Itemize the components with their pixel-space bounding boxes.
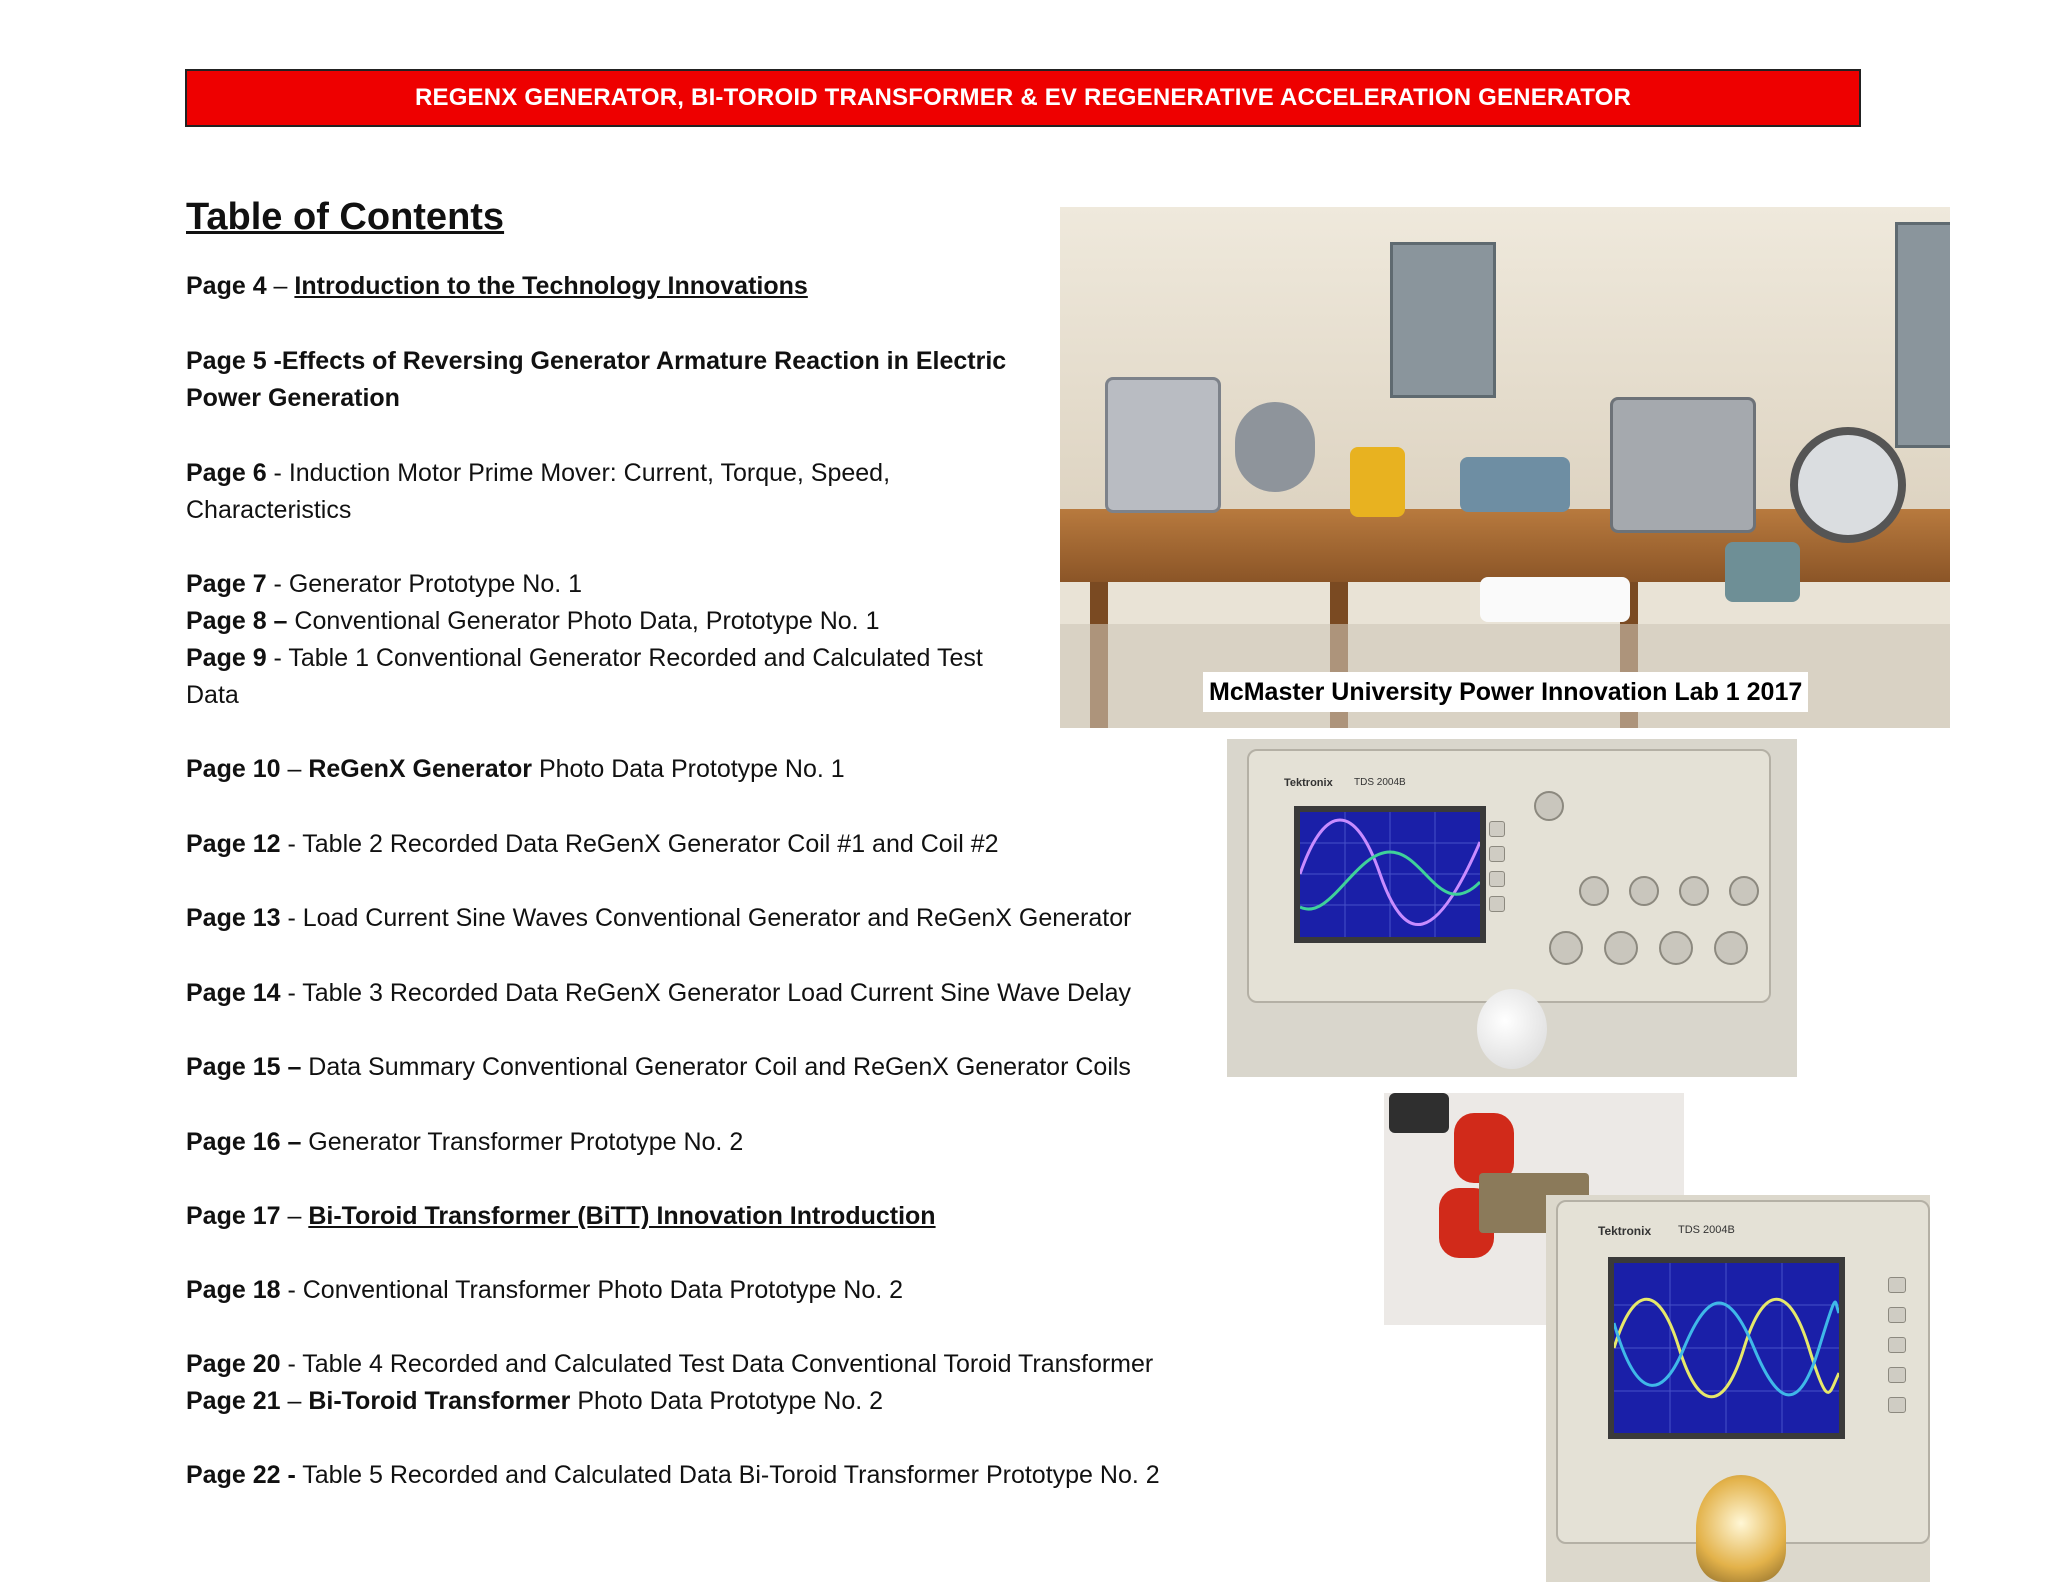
page-number: Page 12 [186, 830, 281, 858]
lab-photo [1060, 207, 1950, 728]
entry-bold: Bi-Toroid Transformer [308, 1387, 571, 1415]
electrical-panel [1895, 222, 1950, 448]
menu-button[interactable] [1489, 871, 1505, 887]
banner-title: REGENX GENERATOR, BI-TOROID TRANSFORMER & EV REGENERATIVE ACCELERATION GENERATOR [414, 84, 1632, 111]
menu-button[interactable] [1888, 1337, 1906, 1353]
entry-bold: ReGenX Generator [308, 755, 532, 783]
toc-entry[interactable] [186, 343, 1006, 417]
toc-entry[interactable] [186, 1272, 903, 1309]
entry-text: Photo Data Prototype No. 2 [570, 1387, 884, 1415]
control-knob[interactable] [1659, 931, 1693, 965]
entry-text: Data [186, 681, 239, 709]
page-number: Page 16 – [186, 1128, 302, 1156]
scope-brand: Tektronix [1284, 777, 1333, 789]
transformer-prototype [1610, 397, 1756, 533]
toc-entry[interactable] [186, 455, 890, 529]
toc-entry[interactable] [186, 900, 1131, 937]
toc-entry[interactable] [186, 603, 879, 640]
toc-entry[interactable] [186, 1124, 743, 1161]
page-number: Page 6 [186, 459, 267, 487]
oscilloscope-screen [1294, 806, 1486, 943]
page-number: Page 15 – [186, 1053, 302, 1081]
instrument [1460, 457, 1570, 512]
control-knob[interactable] [1729, 876, 1759, 906]
page-number: Page 13 [186, 904, 281, 932]
control-knob[interactable] [1579, 876, 1609, 906]
toc-entry[interactable] [186, 1457, 1160, 1494]
menu-button[interactable] [1888, 1397, 1906, 1413]
page-number: Page 5 - [186, 347, 282, 375]
toc-entry[interactable] [186, 826, 999, 863]
waveform-display [1300, 812, 1480, 937]
entry-text: Photo Data Prototype No. 1 [532, 755, 845, 783]
scope-probe [1389, 1093, 1449, 1133]
multimeter [1350, 447, 1405, 517]
control-knob[interactable] [1549, 931, 1583, 965]
light-bulb [1696, 1475, 1786, 1582]
control-knob[interactable] [1604, 931, 1638, 965]
toc-link[interactable]: Introduction to the Technology Innovations [294, 272, 808, 300]
entry-text: Data Summary Conventional Generator Coil and ReGenX Generator Coils [301, 1053, 1131, 1081]
toc-entry[interactable]: Page 17 – Bi-Toroid Transformer (BiTT) Innovation Introduction [186, 1202, 936, 1230]
page-number: Page 20 [186, 1350, 281, 1378]
generator-prototype [1105, 377, 1221, 513]
entry-text: - Load Current Sine Waves Conventional Generator and ReGenX Generator [280, 904, 1132, 932]
menu-button[interactable] [1489, 846, 1505, 862]
motor [1235, 402, 1315, 492]
toc-entry[interactable] [186, 1346, 1153, 1383]
entry-text: Effects of Reversing Generator Armature Reaction in Electric [281, 347, 1007, 375]
entry-text: - Table 2 Recorded Data ReGenX Generator Coil #1 and Coil #2 [280, 830, 999, 858]
control-knob[interactable] [1679, 876, 1709, 906]
control-knob[interactable] [1629, 876, 1659, 906]
control-knob[interactable] [1714, 931, 1748, 965]
electrical-panel [1390, 242, 1496, 398]
page-number: Page 10 [186, 755, 281, 783]
page-number: Page 21 [186, 1387, 281, 1415]
entry-text: Table 5 Recorded and Calculated Data Bi-Toroid Transformer Prototype No. 2 [295, 1461, 1160, 1489]
page-number: Page 9 [186, 644, 267, 672]
oscilloscope-screen [1608, 1257, 1845, 1439]
toc-entry[interactable] [186, 566, 582, 603]
entry-text: - Table 3 Recorded Data ReGenX Generator Load Current Sine Wave Delay [280, 979, 1131, 1007]
waveform-display [1614, 1263, 1839, 1433]
lab-photo-caption: McMaster University Power Innovation Lab 1 2017 [1203, 672, 1808, 712]
entry-text: - Table 1 Conventional Generator Recorded and Calculated Test [266, 644, 983, 672]
oscilloscope-photo-1 [1227, 739, 1797, 1077]
page-number: Page 22 - [186, 1461, 296, 1489]
menu-button[interactable] [1888, 1307, 1906, 1323]
menu-button[interactable] [1888, 1277, 1906, 1293]
entry-text: - Generator Prototype No. 1 [266, 570, 583, 598]
page-number: Page 14 [186, 979, 281, 1007]
page-number: Page 17 [186, 1202, 281, 1230]
toc-entry[interactable]: Page 21 – Bi-Toroid Transformer Photo Data Prototype No. 2 [186, 1387, 884, 1415]
oscilloscope-body [1247, 749, 1771, 1003]
control-knob[interactable] [1534, 791, 1564, 821]
scope-brand: Tektronix [1598, 1224, 1652, 1238]
page-number: Page 4 [186, 272, 267, 300]
oscilloscope-photo-2 [1546, 1195, 1930, 1582]
entry-text: - Induction Motor Prime Mover: Current, Torque, Speed, [266, 459, 891, 487]
menu-button[interactable] [1489, 896, 1505, 912]
toc-heading: Table of Contents [186, 196, 505, 238]
entry-text: Characteristics [186, 496, 352, 524]
oscilloscope [1725, 542, 1800, 602]
toc-entry[interactable]: Page 10 – ReGenX Generator Photo Data Prototype No. 1 [186, 755, 845, 783]
entry-text: - Table 4 Recorded and Calculated Test Data Conventional Toroid Transformer [280, 1350, 1154, 1378]
notebook [1480, 577, 1630, 622]
toc-link[interactable]: Bi-Toroid Transformer (BiTT) Innovation Introduction [308, 1202, 936, 1230]
menu-button[interactable] [1489, 821, 1505, 837]
entry-text: Generator Transformer Prototype No. 2 [301, 1128, 744, 1156]
light-bulb [1477, 989, 1547, 1069]
toc-entry[interactable]: Page 4 – Introduction to the Technology Innovations [186, 272, 808, 300]
toc-entry[interactable] [186, 640, 983, 714]
header-banner [185, 69, 1861, 127]
entry-text: - Conventional Transformer Photo Data Prototype No. 2 [280, 1276, 904, 1304]
scope-model: TDS 2004B [1678, 1224, 1735, 1236]
entry-text: Conventional Generator Photo Data, Prototype No. 1 [287, 607, 880, 635]
menu-button[interactable] [1888, 1367, 1906, 1383]
toc-entry[interactable] [186, 1049, 1131, 1086]
scope-model: TDS 2004B [1354, 777, 1406, 788]
page-number: Page 7 [186, 570, 267, 598]
page-number: Page 18 [186, 1276, 281, 1304]
page-number: Page 8 – [186, 607, 288, 635]
entry-text: Power Generation [186, 384, 400, 412]
toroid-coil [1790, 427, 1906, 543]
toc-entry[interactable] [186, 975, 1131, 1012]
